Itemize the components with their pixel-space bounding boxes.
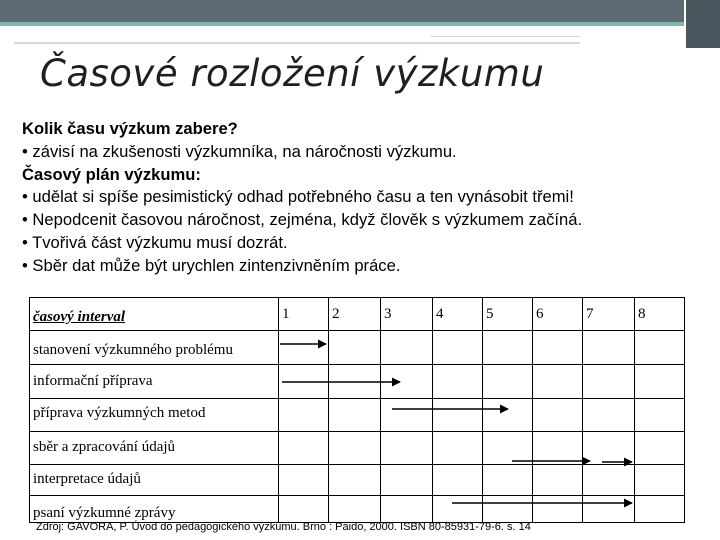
task-label: informační příprava bbox=[33, 373, 153, 389]
interval-number: 3 bbox=[384, 306, 392, 322]
top-bar bbox=[0, 0, 720, 22]
interval-number: 8 bbox=[638, 306, 646, 322]
interval-number: 7 bbox=[586, 306, 594, 322]
body-line: Časový plán výzkumu: bbox=[22, 164, 201, 184]
task-label: psaní výzkumné zprávy bbox=[33, 505, 176, 521]
task-label: příprava výzkumných metod bbox=[33, 405, 206, 421]
interval-number: 4 bbox=[436, 306, 444, 322]
body-line: • udělat si spíše pesimistický odhad potřebného času a ten vynásobit třemi! bbox=[22, 187, 574, 207]
grid-row-line bbox=[29, 464, 685, 465]
interval-number: 2 bbox=[332, 306, 340, 322]
task-label: interpretace údajů bbox=[33, 471, 141, 487]
task-label: stanovení výzkumného problému bbox=[33, 342, 233, 358]
interval-number: 6 bbox=[536, 306, 544, 322]
body-line: Kolik času výzkum zabere? bbox=[22, 119, 238, 138]
title-rule bbox=[14, 42, 580, 44]
body-line: • Tvořivá část výzkumu musí dozrát. bbox=[22, 232, 288, 252]
grid-row-line bbox=[29, 364, 685, 365]
grid-row-line bbox=[29, 398, 685, 399]
grid-row-line bbox=[29, 330, 685, 331]
task-label: sběr a zpracování údajů bbox=[33, 439, 176, 455]
grid-row-line bbox=[29, 431, 685, 432]
body-line: • závisí na zkušenosti výzkumníka, na náročnosti výzkumu. bbox=[22, 141, 457, 161]
slide-title: Časové rozložení výzkumu bbox=[40, 52, 545, 95]
grid-row-line bbox=[29, 495, 685, 496]
body-line: • Nepodcenit časovou náročnost, zejména, když člověk s výzkumem začíná. bbox=[22, 210, 583, 230]
body-line: • Sběr dat může být urychlen zintenzivněním práce. bbox=[22, 255, 401, 275]
title-rule-short bbox=[430, 36, 580, 37]
source-citation: Zdroj: GAVORA, P. Úvod do pedagogického výzkumu. Brno : Paido, 2000. ISBN 80-85931-79-6. s. 14 bbox=[36, 521, 531, 533]
interval-number: 5 bbox=[486, 306, 494, 322]
header-label: časový interval bbox=[33, 309, 126, 325]
body-text bbox=[22, 118, 582, 278]
top-bar-accent bbox=[0, 22, 720, 26]
interval-number: 1 bbox=[282, 306, 290, 322]
corner-block bbox=[684, 0, 720, 48]
